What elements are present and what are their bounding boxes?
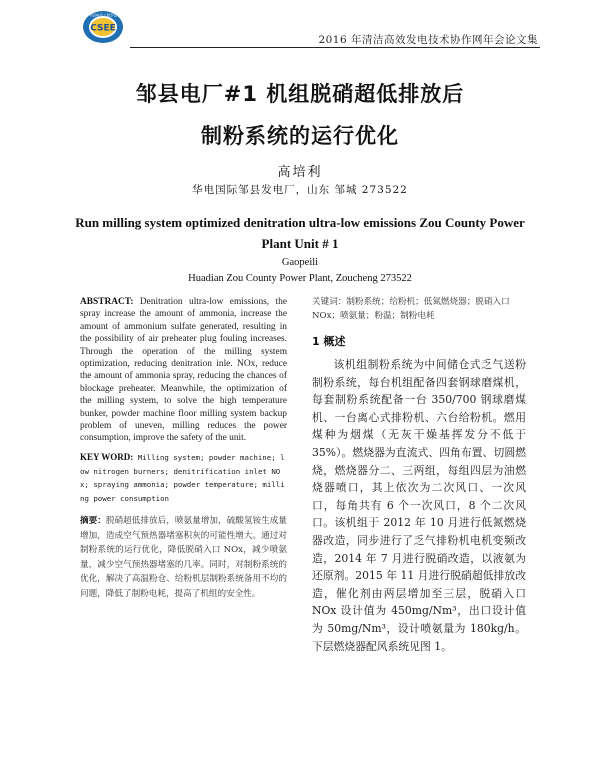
proceedings-title: 2016 年清洁高效发电技术协作网年会论文集 bbox=[318, 34, 538, 46]
csee-logo-icon bbox=[82, 10, 124, 44]
abstract-en-label: ABSTRACT: bbox=[80, 297, 134, 307]
abstract-en bbox=[80, 296, 287, 445]
section-1-body: 该机组制粉系统为中间储仓式乏气送粉制粉系统，每台机组配备四套钢球磨煤机，每套制粉系统配备一台 350/700 钢球磨煤机、一台离心式排粉机、六台给粉机。燃用煤种为烟煤（无灰干燥基挥发分不低于 35%）。燃烧器为直流式、四角布置、切圆燃烧，燃烧器分二、三两组，每组四层为油燃烧器喷口，其上依次为二次风口、一次风口，每角共有 6 个一次风口，8 个二次风口。该机组于 2012 年 10 月进行低氮燃烧器改造，同步进行了乏气排粉机电机变频改造，2014 年 7 月进行脱硝改造，以液氨为还原剂。2015 年 11 月进行脱硝超低排放改造，催化剂由两层增加至三层，脱硝入口 NOx 设计值为 450mg/Nm³，出口设计值为 50mg/Nm³，设计喷氨量为 180kg/h。下层燃烧器配风系统见图 1。 bbox=[312, 358, 526, 653]
paper-title-zh-line1: 邹县电厂#1 机组脱硝超低排放后 bbox=[135, 82, 465, 106]
keywords-en bbox=[80, 451, 287, 506]
header-divider bbox=[130, 47, 540, 48]
logo-ring-text: 中国电机工程学会 bbox=[88, 13, 118, 18]
paper-title-en: Run milling system optimized denitration ultra-low emissions Zou County Power Plant Unit # 1 bbox=[75, 215, 525, 251]
keywords-zh-label: 关键词： bbox=[312, 297, 347, 307]
abstract-en-text: Denitration ultra-low emissions, the spray increase the amount of ammonia, increase the amount of ammonium sulfate generated, resulting in the possibility of air preheater plug fouling increases. Through the operation of the milling system optimization, reducing denitration inle. NOx, reduce the amount of ammonia spray, reducing the chances of blockage preheater. Meanwhile, the optimization of the milling system, to solve the high temperature bunker, powder machine floor milling system backup problem of uneven, milling reduces the power consumption, improve the safety of the unit. bbox=[80, 297, 287, 444]
page-header bbox=[60, 10, 540, 50]
logo-text: CSEE bbox=[90, 23, 116, 34]
affiliation-en: Huadian Zou County Power Plant, Zoucheng 273522 bbox=[188, 273, 412, 284]
keywords-zh-text: 制粉系统；给粉机；低氮燃烧器；脱硝入口 NOx；喷氨量；粉温；制粉电耗 bbox=[312, 297, 510, 321]
keywords-zh bbox=[312, 296, 526, 323]
author-en: Gaopeili bbox=[281, 257, 319, 268]
keywords-en-text: Milling system; powder machine; low nitrogen burners; denitrification inlet NOx; spraying ammonia; powder temperature; milling power consumption bbox=[80, 452, 285, 504]
abstract-zh-label: 摘要： bbox=[80, 516, 106, 527]
left-column bbox=[80, 296, 287, 602]
section-1-heading: 1 概述 bbox=[312, 335, 346, 348]
affiliation-zh: 华电国际邹县发电厂，山东 邹城 273522 bbox=[192, 184, 408, 196]
abstract-zh bbox=[80, 514, 287, 602]
keywords-en-label: KEY WORD: bbox=[80, 451, 134, 462]
author-zh: 高培利 bbox=[277, 165, 323, 180]
paper-title-zh-line2: 制粉系统的运行优化 bbox=[201, 124, 399, 148]
right-column bbox=[312, 296, 526, 655]
abstract-zh-text: 脱硝超低排放后，喷氨量增加，硫酸氢铵生成量增加，造成空气预热器堵塞积灰的可能性增大。通过对制粉系统的运行优化，降低脱硝入口 NOx，减少喷氨量，减少空气预热器堵塞的几率。同时，对制粉系统的优化，解决了高温粉仓、给粉机层制粉系统备用不均的问题，降低了制粉电耗，提高了机组的安全性。 bbox=[80, 516, 287, 600]
